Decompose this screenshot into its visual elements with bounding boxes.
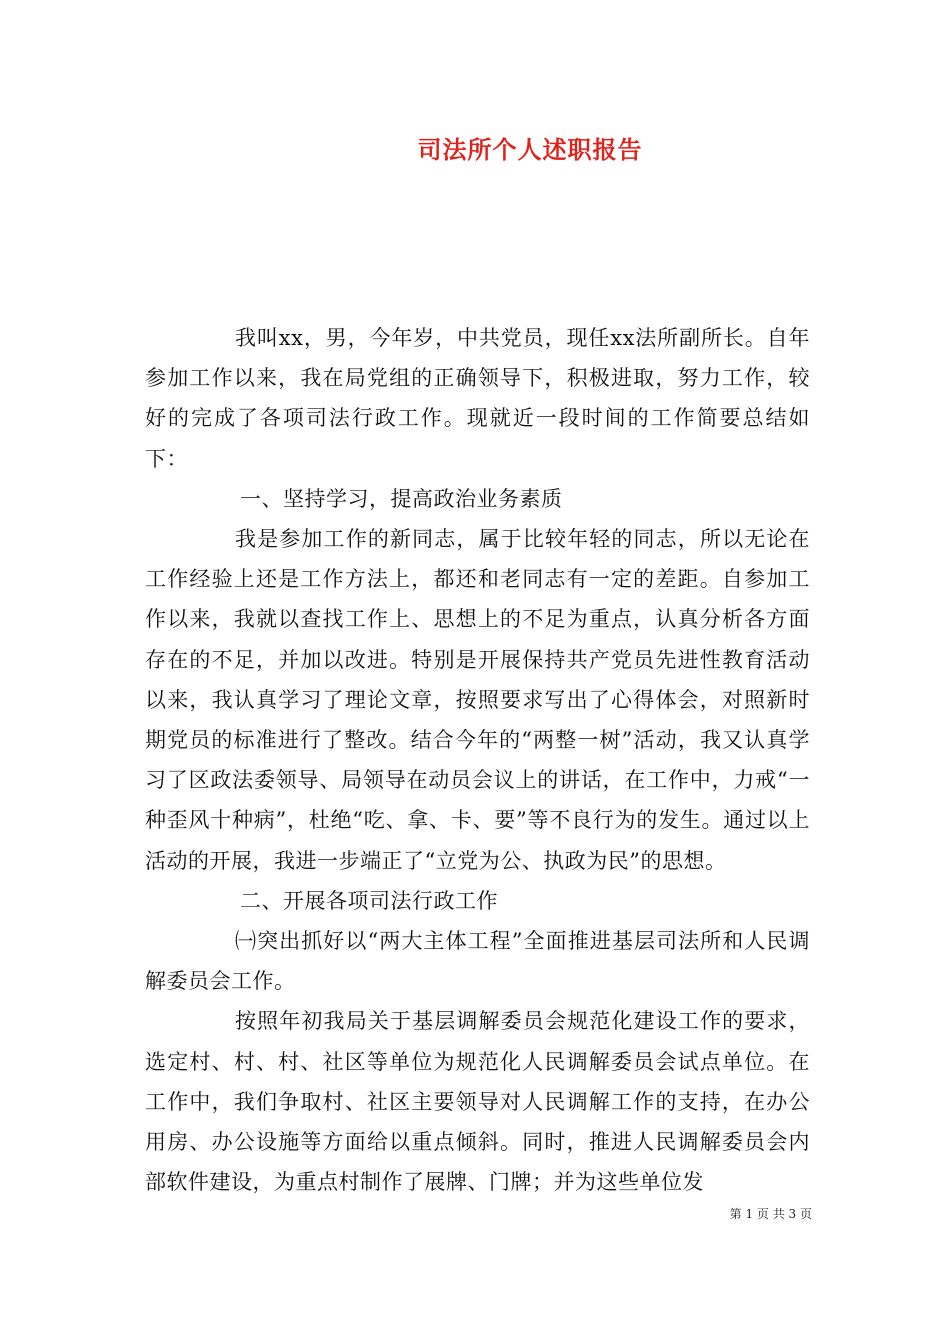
paragraph-study: 我是参加工作的新同志，属于比较年轻的同志，所以无论在工作经验上还是工作方法上，都还和老同志有一定的差距。自参加工作以来，我就以查找工作上、思想上的不足为重点，认真分析各方面存在的不足，并加以改进。特别是开展保持共产党员先进性教育活动以来，我认真学习了理论文章，按照要求写出了心得体会，对照新时期党员的标准进行了整改。结合今年的“两整一树”活动，我又认真学习了区政法委领导、局领导在动员会议上的讲话，在工作中，力戒“一种歪风十种病”，杜绝“吃、拿、卡、要”等不良行为的发生。通过以上活动的开展，我进一步端正了“立党为公、执政为民”的思想。 xyxy=(145,527,810,873)
paragraph-mediation: 按照年初我局关于基层调解委员会规范化建设工作的要求，选定村、村、村、社区等单位为规范化人民调解委员会试点单位。在工作中，我们争取村、社区主要领导对人民调解工作的支持，在办公用房、办公设施等方面给以重点倾斜。同时，推进人民调解委员会内部软件建设，为重点村制作了展牌、门牌；并为这些单位发 xyxy=(145,1009,810,1195)
document-title: 司法所个人述职报告 xyxy=(417,135,643,164)
section-heading-2: 二、开展各项司法行政工作 xyxy=(240,888,498,913)
document-body xyxy=(145,318,810,1202)
paragraph-intro: 我叫xx，男，今年岁，中共党员，现任xx法所副所长。自年参加工作以来，我在局党组的正确领导下，积极进取，努力工作，较好的完成了各项司法行政工作。现就近一段时间的工作简要总结如下： xyxy=(145,326,810,471)
paragraph-subsection-1: ㈠突出抓好以“两大主体工程”全面推进基层司法所和人民调解委员会工作。 xyxy=(145,929,810,994)
page-number-footer: 第 1 页 共 3 页 xyxy=(729,1207,812,1221)
section-heading-1: 一、坚持学习，提高政治业务素质 xyxy=(240,486,563,511)
